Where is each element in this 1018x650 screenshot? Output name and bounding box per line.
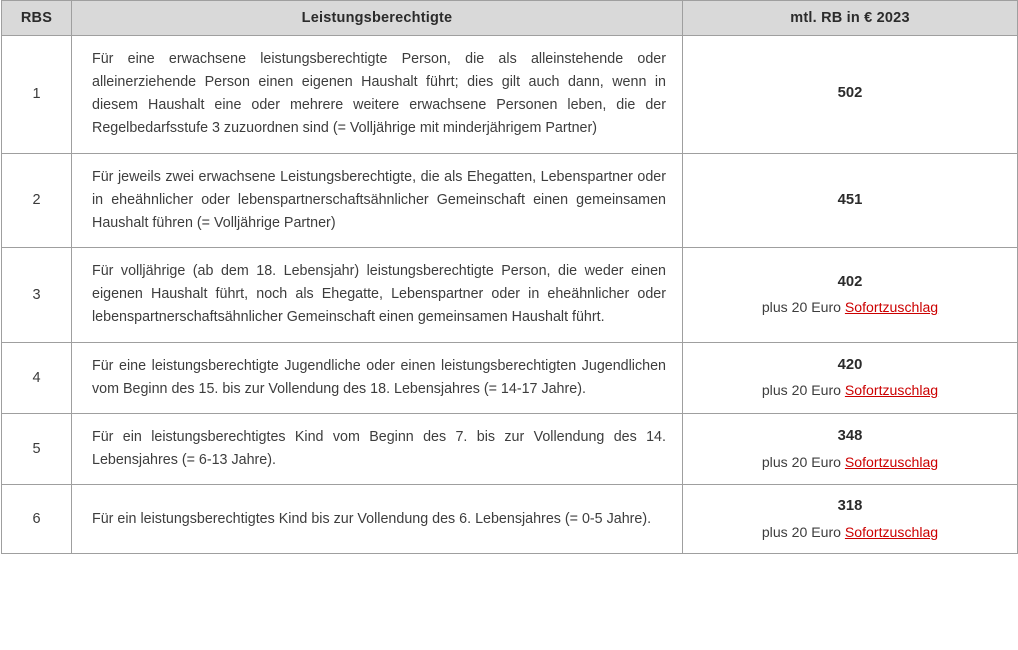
- cell-description: Für ein leistungsberechtigtes Kind vom Beginn des 7. bis zur Vollendung des 14. Lebensjahres (= 6-13 Jahre).: [72, 413, 683, 484]
- amount-value: 502: [837, 85, 863, 102]
- cell-amount: [683, 248, 1018, 342]
- table-row: [2, 36, 1018, 154]
- amount-value: 451: [837, 191, 863, 208]
- cell-amount: [683, 485, 1018, 554]
- amount-value: 318: [837, 498, 863, 515]
- cell-rbs: 6: [2, 485, 72, 554]
- sofortzuschlag-link[interactable]: Sofortzuschlag: [844, 453, 939, 470]
- cell-description: Für eine erwachsene leistungsberechtigte Person, die als alleinstehende oder alleinerziehende Person einen eigenen Haushalt führt; dies gilt auch dann, wenn in diesem Haushalt eine oder mehrere weitere erwachsene Personen leben, die der Regelbedarfsstufe 3 zuzuordnen sind (= Volljährige mit minderjährigem Partner): [72, 36, 683, 154]
- cell-amount: [683, 36, 1018, 154]
- sofortzuschlag-link[interactable]: Sofortzuschlag: [844, 523, 939, 540]
- sofortzuschlag-link[interactable]: Sofortzuschlag: [844, 382, 939, 399]
- cell-amount: [683, 153, 1018, 247]
- cell-rbs: 3: [2, 248, 72, 342]
- surcharge-note: [695, 296, 1005, 319]
- table-row: [2, 485, 1018, 554]
- cell-description: Für eine leistungsberechtigte Jugendliche oder einen leistungsberechtigten Jugendlichen vom Beginn des 15. bis zur Vollendung des 18. Lebensjahres (= 14-17 Jahre).: [72, 342, 683, 413]
- amount-value: 348: [837, 427, 863, 444]
- surcharge-prefix: plus 20 Euro: [761, 523, 845, 540]
- table-body: [2, 36, 1018, 554]
- column-header-amount: mtl. RB in € 2023: [683, 1, 1018, 36]
- table-row: [2, 153, 1018, 247]
- table-header-row: [2, 1, 1018, 36]
- column-header-rbs: RBS: [2, 1, 72, 36]
- surcharge-note: [695, 451, 1005, 474]
- surcharge-note: [695, 521, 1005, 544]
- regelbedarfsstufen-table: [1, 0, 1018, 554]
- table-row: [2, 248, 1018, 342]
- cell-amount: [683, 342, 1018, 413]
- cell-rbs: 4: [2, 342, 72, 413]
- cell-description: Für jeweils zwei erwachsene Leistungsberechtigte, die als Ehegatten, Lebenspartner oder in eheähnlicher oder lebenspartnerschaftsähnlicher Gemeinschaft einen gemeinsamen Haushalt führen (= Volljährige Partner): [72, 153, 683, 247]
- sofortzuschlag-link[interactable]: Sofortzuschlag: [844, 299, 939, 316]
- table-row: [2, 413, 1018, 484]
- table-row: [2, 342, 1018, 413]
- table-header: [2, 1, 1018, 36]
- cell-rbs: 1: [2, 36, 72, 154]
- surcharge-note: [695, 379, 1005, 402]
- amount-value: 420: [837, 356, 863, 373]
- column-header-description: Leistungsberechtigte: [72, 1, 683, 36]
- cell-description: Für ein leistungsberechtigtes Kind bis zur Vollendung des 6. Lebensjahres (= 0-5 Jahre).: [72, 485, 683, 554]
- surcharge-prefix: plus 20 Euro: [761, 453, 845, 470]
- surcharge-prefix: plus 20 Euro: [761, 382, 845, 399]
- surcharge-prefix: plus 20 Euro: [761, 299, 845, 316]
- cell-rbs: 2: [2, 153, 72, 247]
- cell-rbs: 5: [2, 413, 72, 484]
- cell-amount: [683, 413, 1018, 484]
- amount-value: 402: [837, 273, 863, 290]
- cell-description: Für volljährige (ab dem 18. Lebensjahr) leistungsberechtigte Person, die weder einen eigenen Haushalt führt, noch als Ehegatte, Lebenspartner oder in eheähnlicher oder lebenspartnerschaftsähnlicher Gemeinschaft einen gemeinsamen Haushalt führt.: [72, 248, 683, 342]
